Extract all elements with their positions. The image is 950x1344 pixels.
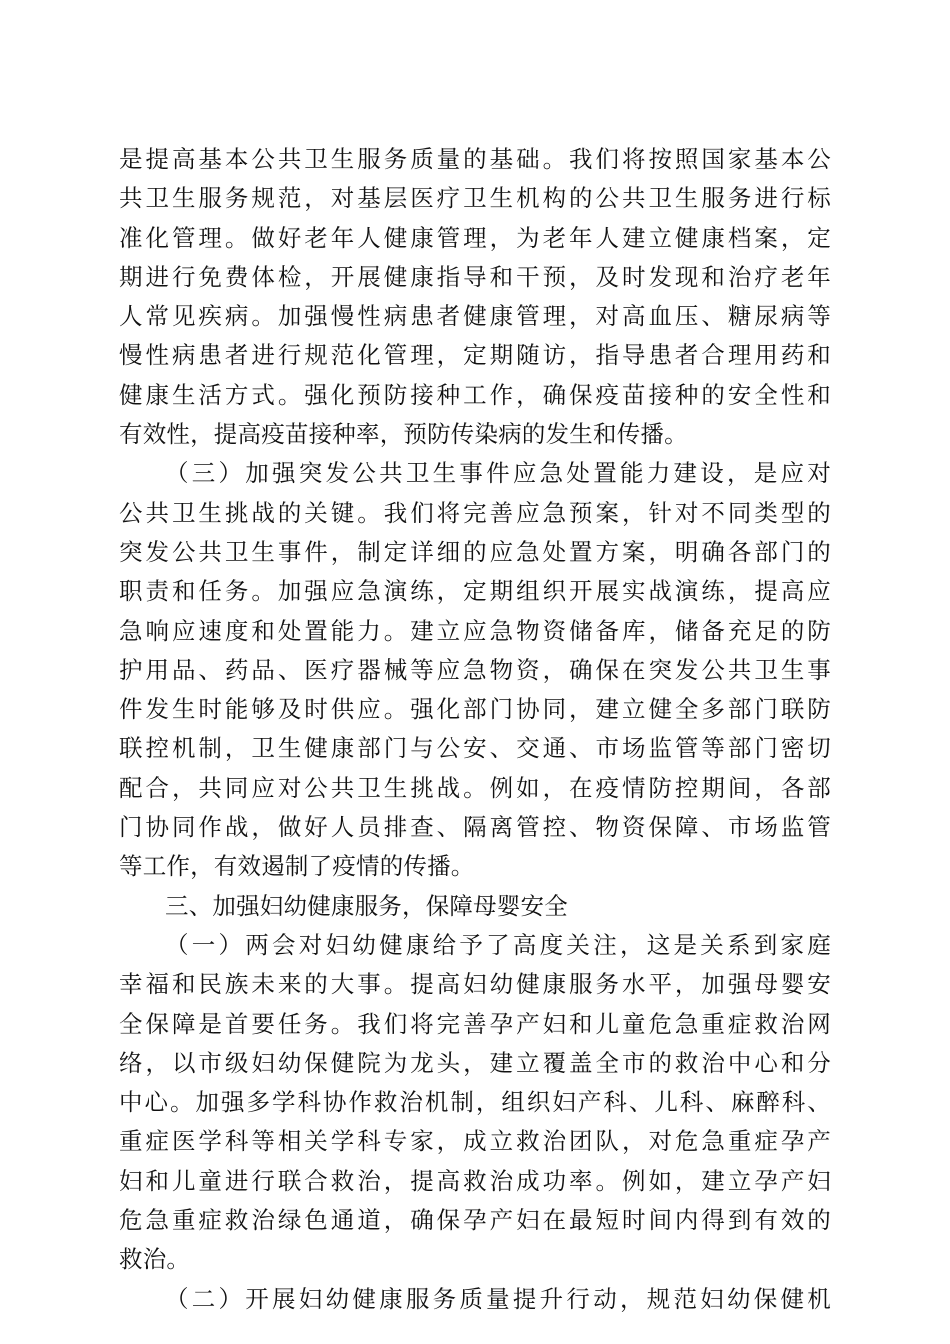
subsection-opening-line: （一）两会对妇幼健康给予了高度关注，这是关系到家庭: [165, 930, 831, 959]
text-line: 中心。加强多学科协作救治机制，组织妇产科、儿科、麻醉科、: [119, 1088, 831, 1117]
text-line: 救治。: [119, 1245, 191, 1274]
text-line: 危急重症救治绿色通道，确保孕产妇在最短时间内得到有效的: [119, 1206, 831, 1235]
text-line: 共卫生服务规范，对基层医疗卫生机构的公共卫生服务进行标: [119, 184, 831, 213]
text-line: 有效性，提高疫苗接种率，预防传染病的发生和传播。: [119, 420, 688, 449]
text-line: 期进行免费体检，开展健康指导和干预，及时发现和治疗老年: [119, 262, 831, 291]
text-line: 幸福和民族未来的大事。提高妇幼健康服务水平，加强母婴安: [119, 970, 831, 999]
paragraph-emergency-response: [119, 454, 831, 886]
text-line: 职责和任务。加强应急演练，定期组织开展实战演练，提高应: [119, 577, 831, 606]
text-line: 妇和儿童进行联合救治，提高救治成功率。例如，建立孕产妇: [119, 1166, 831, 1195]
text-line: 联控机制，卫生健康部门与公安、交通、市场监管等部门密切: [119, 734, 831, 763]
paragraph-maternal-child-health: [119, 926, 831, 1280]
section-heading: 三、加强妇幼健康服务，保障母婴安全: [165, 891, 568, 920]
text-line: 公共卫生挑战的关键。我们将完善应急预案，针对不同类型的: [119, 498, 831, 527]
text-line: 准化管理。做好老年人健康管理，为老年人建立健康档案，定: [119, 223, 831, 252]
subsection-opening-line: （二）开展妇幼健康服务质量提升行动，规范妇幼保健机: [165, 1284, 831, 1313]
text-line: 急响应速度和处置能力。建立应急物资储备库，储备充足的防: [119, 616, 831, 645]
text-line: 护用品、药品、医疗器械等应急物资，确保在突发公共卫生事: [119, 655, 831, 684]
text-line: 络，以市级妇幼保健院为龙头，建立覆盖全市的救治中心和分: [119, 1048, 831, 1077]
text-line: 突发公共卫生事件，制定详细的应急处置方案，明确各部门的: [119, 537, 831, 566]
paragraph-service-quality: [119, 1280, 831, 1319]
subsection-opening-line: （三）加强突发公共卫生事件应急处置能力建设，是应对: [165, 459, 831, 488]
text-line: 慢性病患者进行规范化管理，定期随访，指导患者合理用药和: [119, 341, 831, 370]
text-line: 件发生时能够及时供应。强化部门协同，建立健全多部门联防: [119, 695, 831, 724]
text-line: 门协同作战，做好人员排查、隔离管控、物资保障、市场监管: [119, 813, 831, 842]
paragraph-basic-public-health: [119, 140, 831, 454]
text-line: 重症医学科等相关学科专家，成立救治团队，对危急重症孕产: [119, 1127, 831, 1156]
text-line: 配合，共同应对公共卫生挑战。例如，在疫情防控期间，各部: [119, 773, 831, 802]
text-line: 等工作，有效遏制了疫情的传播。: [119, 852, 475, 881]
document-page: [119, 140, 831, 1319]
text-line: 全保障是首要任务。我们将完善孕产妇和儿童危急重症救治网: [119, 1009, 831, 1038]
text-line: 健康生活方式。强化预防接种工作，确保疫苗接种的安全性和: [119, 380, 831, 409]
text-line: 是提高基本公共卫生服务质量的基础。我们将按照国家基本公: [119, 145, 831, 173]
text-line: 人常见疾病。加强慢性病患者健康管理，对高血压、糖尿病等: [119, 302, 831, 331]
